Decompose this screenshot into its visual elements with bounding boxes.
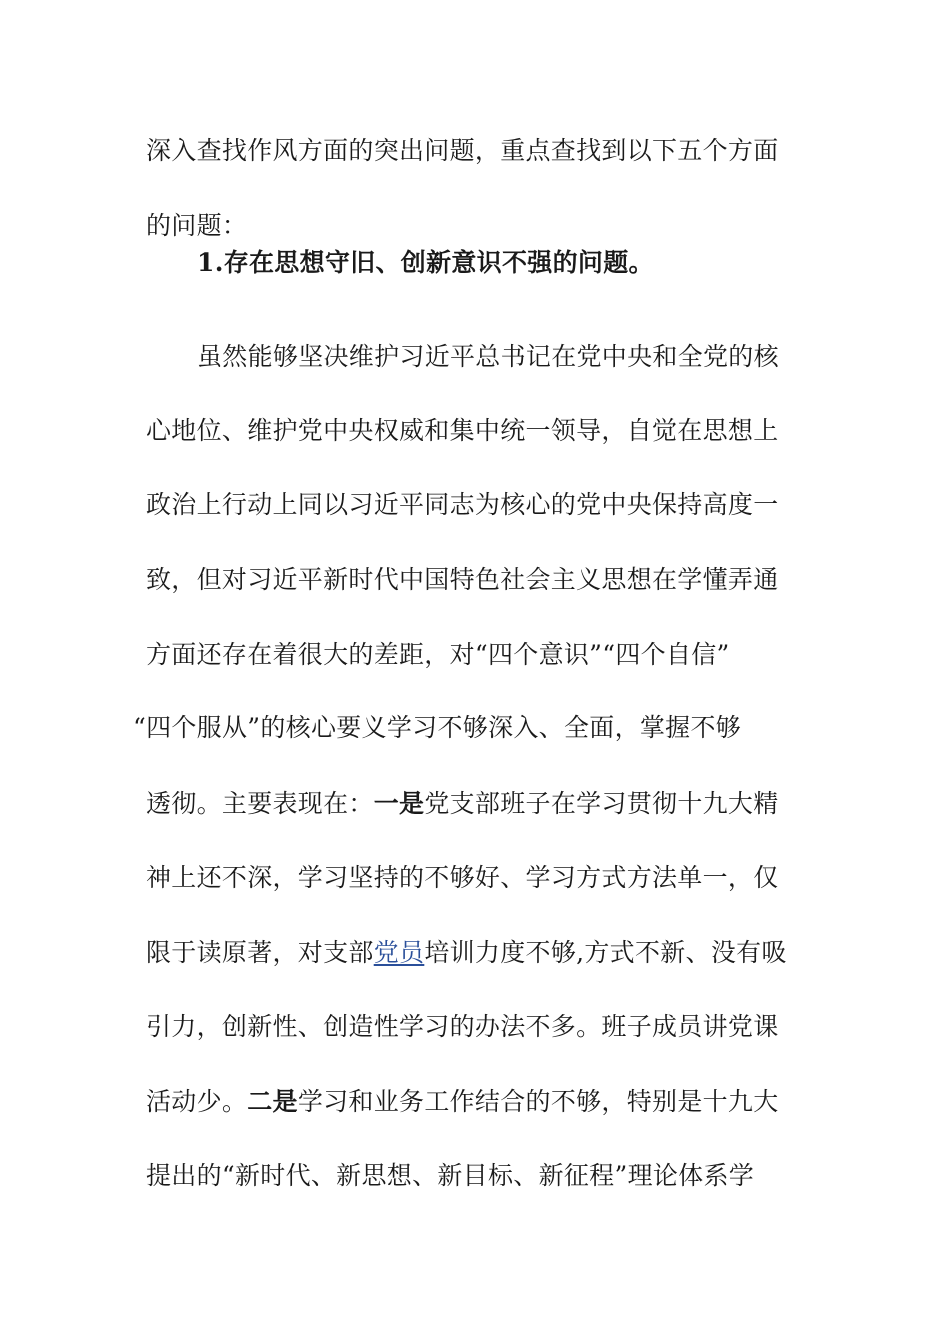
emphasis-text: 一是: [373, 789, 425, 818]
party-member-link[interactable]: 党员: [373, 938, 425, 967]
paragraph-line: [146, 1087, 779, 1117]
paragraph-line: 神上还不深，学习坚持的不够好、学习方式方法单一，仅: [146, 863, 779, 892]
line-text: 培训力度不够,方式不新、没有吸: [424, 938, 787, 967]
paragraph-line: 方面还存在着很大的差距，对“四个意识”“四个自信”: [146, 640, 730, 669]
paragraph-line: [146, 789, 779, 819]
paragraph-line: “四个服从”的核心要义学习不够深入、全面，掌握不够: [133, 713, 742, 742]
paragraph-line: 的问题：: [146, 211, 248, 240]
paragraph-line: 心地位、维护党中央权威和集中统一领导，自觉在思想上: [146, 416, 779, 445]
line-text: 透彻。主要表现在：: [146, 789, 374, 818]
section-heading: 1.存在思想守旧、创新意识不强的问题。: [197, 248, 654, 277]
line-text: 党支部班子在学习贯彻十九大精: [424, 789, 779, 818]
line-text: 限于读原著，对支部: [146, 938, 374, 967]
line-text: 活动少。: [146, 1087, 248, 1116]
paragraph-line: 致，但对习近平新时代中国特色社会主义思想在学懂弄通: [146, 565, 779, 594]
paragraph-line: [146, 938, 787, 968]
paragraph-line: 引力，创新性、创造性学习的办法不多。班子成员讲党课: [146, 1012, 779, 1041]
paragraph-line: 深入查找作风方面的突出问题，重点查找到以下五个方面: [146, 136, 779, 165]
emphasis-text: 二是: [247, 1087, 298, 1116]
paragraph-line: 提出的“新时代、新思想、新目标、新征程”理论体系学: [146, 1161, 755, 1190]
line-text: 学习和业务工作结合的不够，特别是十九大: [297, 1087, 779, 1116]
paragraph-line: 虽然能够坚决维护习近平总书记在党中央和全党的核: [197, 342, 779, 371]
paragraph-line: 政治上行动上同以习近平同志为核心的党中央保持高度一: [146, 490, 779, 519]
